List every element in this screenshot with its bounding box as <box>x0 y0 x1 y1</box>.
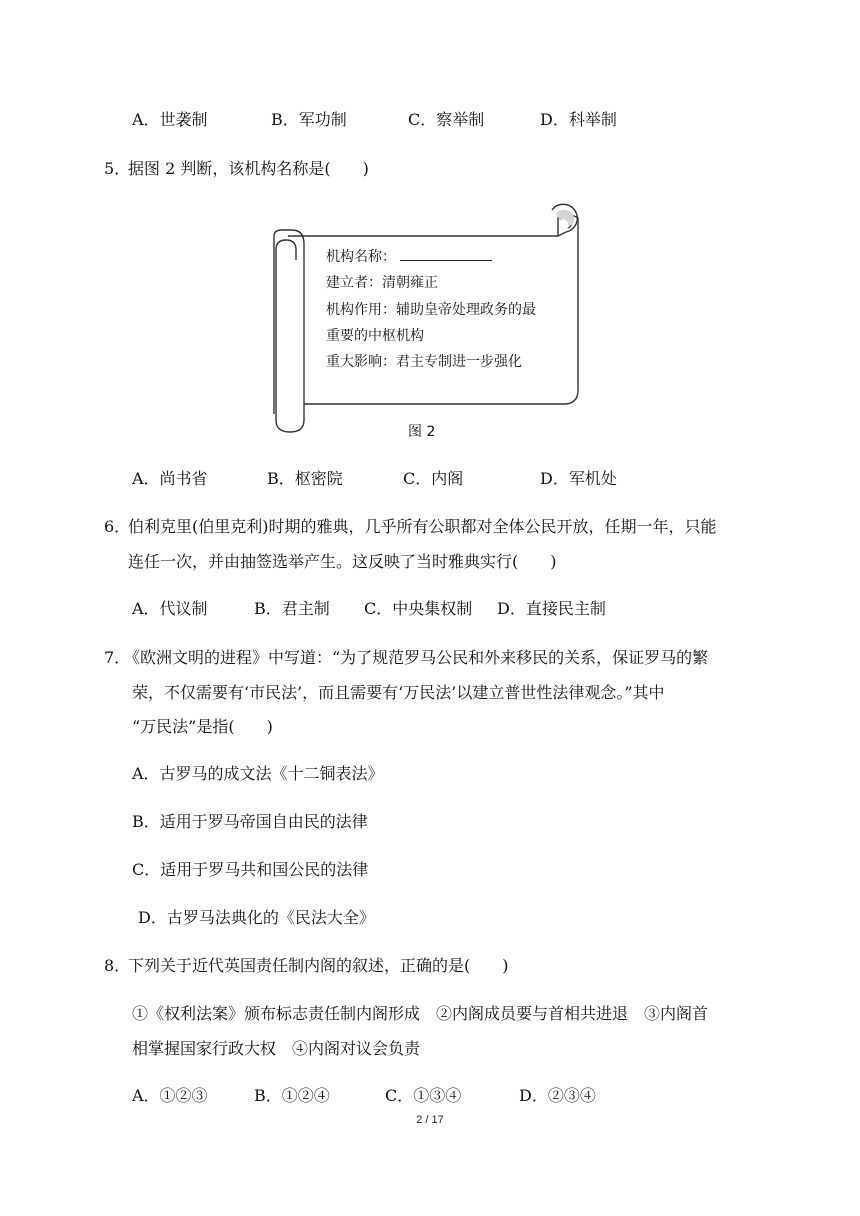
figure-line-5: 重大影响：君主专制进一步强化 <box>326 354 522 370</box>
q8-option-a: A．①②③ <box>132 1086 208 1105</box>
q5-number: 5． <box>104 159 131 178</box>
q6-option-b: B．君主制 <box>254 599 330 618</box>
scroll-figure <box>268 200 588 440</box>
q8-option-b: B．①②④ <box>254 1086 330 1105</box>
q6-option-c: C．中央集权制 <box>364 599 473 618</box>
q7-option-c: C．适用于罗马共和国公民的法律 <box>132 860 369 879</box>
q4-option-a: A．世袭制 <box>132 110 208 129</box>
q8-option-c: C．①③④ <box>385 1086 462 1105</box>
q4-option-d: D．科举制 <box>540 110 617 129</box>
figure-line-3: 机构作用：辅助皇帝处理政务的最 <box>326 302 536 318</box>
figure-name-label: 机构名称： <box>326 249 396 265</box>
figure-line-4: 重要的中枢机构 <box>326 328 424 344</box>
q6-line-1: 伯利克里(伯里克利)时期的雅典，几乎所有公职都对全体公民开放，任期一年，只能 <box>128 517 717 536</box>
q8-option-d: D．②③④ <box>519 1086 596 1105</box>
q6-option-a: A．代议制 <box>132 599 208 618</box>
q5-option-c: C．内阁 <box>403 469 464 488</box>
figure-name-blank <box>400 246 492 261</box>
q7-line-1: 《欧洲文明的进程》中写道：“为了规范罗马公民和外来移民的关系，保证罗马的繁 <box>124 648 709 667</box>
q7-option-d: D．古罗马法典化的《民法大全》 <box>138 908 375 927</box>
q5-stem: 据图 2 判断，该机构名称是( ) <box>128 159 369 178</box>
q8-statements-2: 相掌握国家行政大权 ④内阁对议会负责 <box>132 1039 421 1058</box>
q4-option-b: B．军功制 <box>271 110 347 129</box>
q6-number: 6． <box>104 517 131 536</box>
q6-line-2: 连任一次，并由抽签选举产生。这反映了当时雅典实行( ) <box>128 552 557 571</box>
figure-line-2: 建立者：清朝雍正 <box>326 275 438 291</box>
q8-statements-1: ①《权利法案》颁布标志责任制内阁形成 ②内阁成员要与首相共进退 ③内阁首 <box>132 1004 709 1023</box>
q7-line-2: 荣，不仅需要有‘市民法’，而且需要有‘万民法’以建立普世性法律观念。”其中 <box>132 683 665 702</box>
page-number: 2 / 17 <box>416 1114 444 1126</box>
figure-line-1 <box>326 246 492 267</box>
figure-caption: 图 2 <box>408 424 436 440</box>
q5-option-b: B．枢密院 <box>267 469 343 488</box>
q7-option-b: B．适用于罗马帝国自由民的法律 <box>132 812 368 831</box>
q4-option-c: C．察举制 <box>408 110 485 129</box>
q5-option-a: A．尚书省 <box>132 469 208 488</box>
q8-number: 8． <box>104 956 131 975</box>
q5-option-d: D．军机处 <box>540 469 617 488</box>
q7-option-a: A．古罗马的成文法《十二铜表法》 <box>132 764 384 783</box>
scroll-illustration <box>268 200 588 440</box>
q6-option-d: D．直接民主制 <box>497 599 606 618</box>
q8-stem: 下列关于近代英国责任制内阁的叙述，正确的是( ) <box>128 956 509 975</box>
q7-number: 7． <box>104 648 131 667</box>
q7-line-3: “万民法”是指( ) <box>132 717 273 736</box>
